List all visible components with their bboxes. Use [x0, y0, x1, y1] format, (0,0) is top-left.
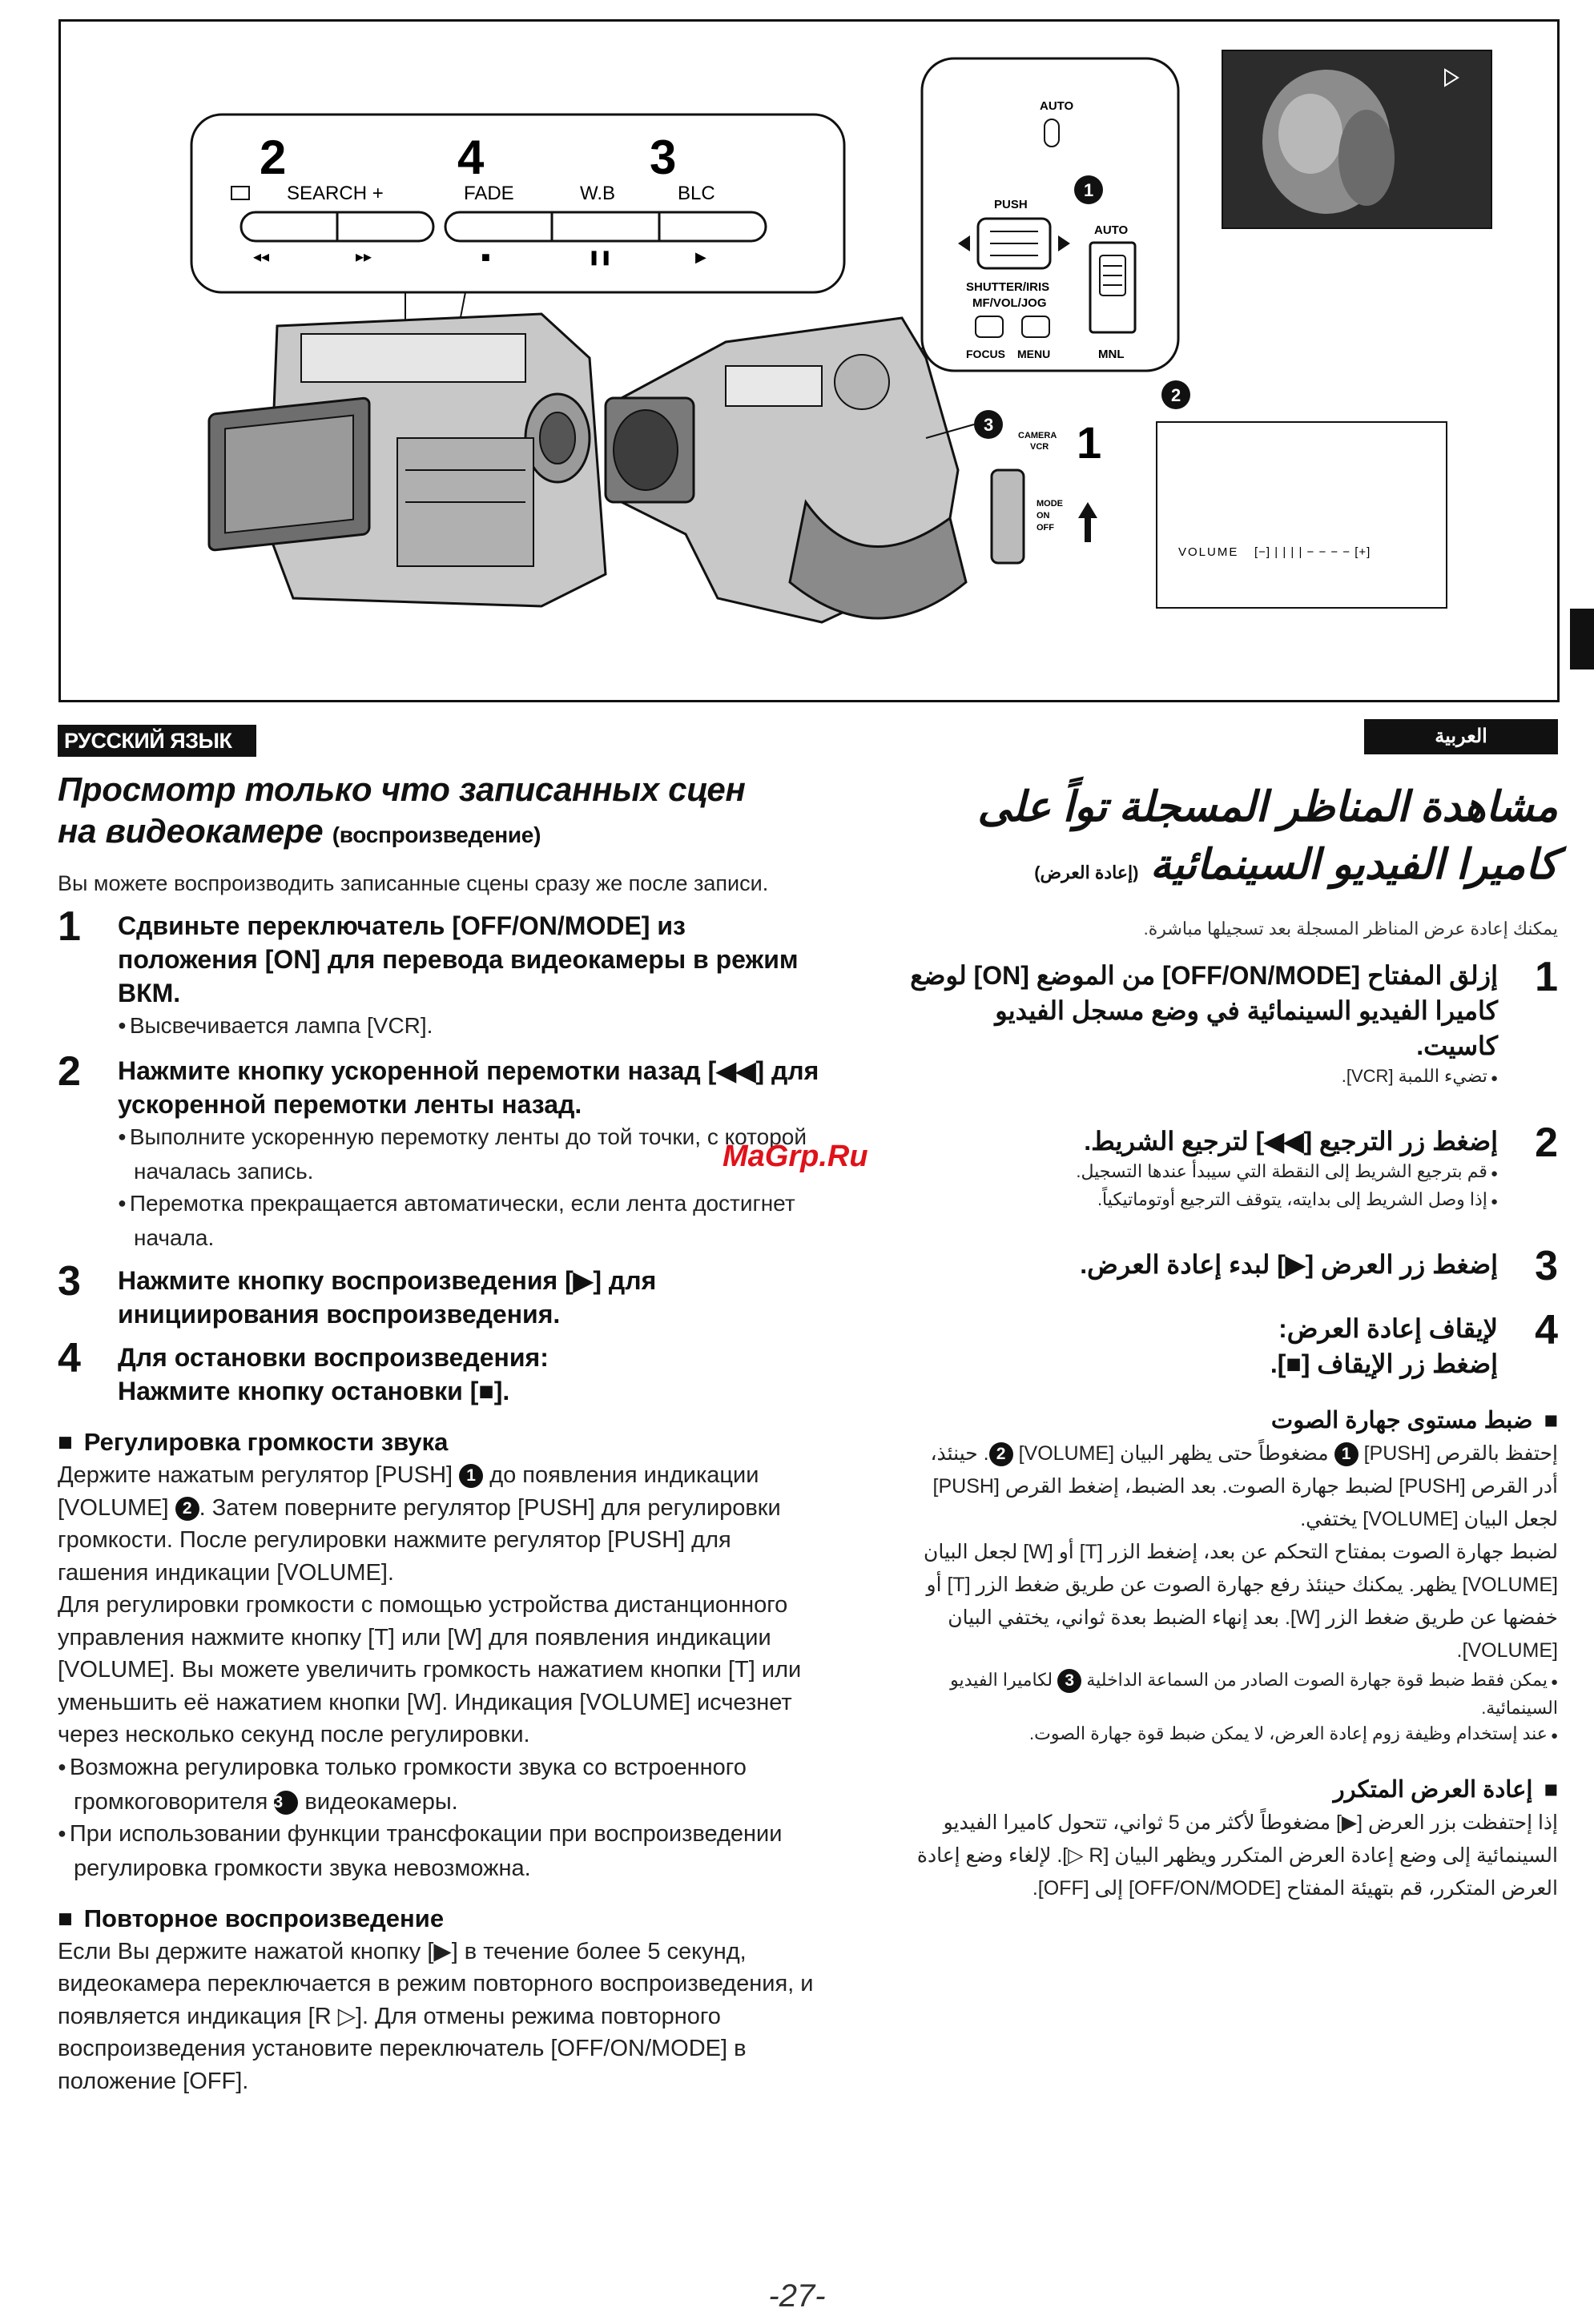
play-symbol: ▶ — [695, 249, 706, 265]
callout-number-4: 4 — [457, 131, 485, 184]
step-marker-1: 1 — [1077, 417, 1102, 468]
russian-language-badge: РУССКИЙ ЯЗЫК — [58, 725, 256, 757]
svg-text:2: 2 — [1171, 385, 1181, 405]
ru-repeat-heading: ■ Повторное воспроизведение — [58, 1902, 827, 1936]
ar-page-title: مشاهدة المناظر المسجلة تواً على كاميرا الفيديو السينمائية (إعادة العرض) — [977, 784, 1558, 888]
focus-label: FOCUS — [966, 348, 1005, 360]
ru-step-1: 1 Сдвиньте переключатель [OFF/ON/MODE] из положения [ON] для перевода видеокамеры в режим ВКМ. ● Высвечивается лампа [VCR]. — [58, 909, 827, 1044]
volume-label: VOLUME — [1178, 545, 1239, 559]
mode-label: MODE — [1037, 499, 1063, 509]
rewind-symbol: ◂◂ — [253, 248, 270, 266]
ar-step-3: 3 إضغط زر العرض [▶] لبدء إعادة العرض. — [1080, 1243, 1558, 1289]
ar-step-1: 1 إزلق المفتاح [OFF/ON/MODE] من الموضع [ON] لوضع كاميرا الفيديو السينمائية في وضع مسجل الفيديو كاسيت. ● تضيء اللمبة [VCR]. — [909, 958, 1558, 1092]
ar-volume-text: إحتفظ بالقرص [PUSH] 1 مضغوطاً حتى يظهر البيان [VOLUME] 2. حينئذ، أدر القرص [PUSH] لضبط جهارة الصوت. بعد الضبط، إضغط القرص [PUSH] لجعل البيان [VOLUME] يختفي. لضبط جهارة الصوت بمفتاح التحكم عن بعد، إضغط الزر [T] أو [W] لجعل البيان [VOLUME] يظهر. يمكنك حينئذ رفع جهارة الصوت عن طريق ضغط الزر [T] أو خفضها عن طريق ضغط الزر [W]. بعد إنهاء الضبط بعدة ثواني، يختفي البيان [VOLUME]. — [923, 1442, 1558, 1662]
callout-number-2: 2 — [260, 131, 287, 184]
fastforward-symbol: ▸▸ — [356, 248, 372, 266]
camcorder-left-view — [209, 314, 606, 606]
auto-top-label: AUTO — [1040, 99, 1074, 113]
ar-volume-note-1: ● يمكن فقط ضبط قوة جهارة الصوت الصادر من السماعة الداخلية 3 لكاميرا الفيديو السينمائية. — [909, 1667, 1558, 1721]
ru-step-3: 3 Нажмите кнопку воспроизведения [▶] для инициирования воспроизведения. — [58, 1258, 657, 1329]
page-number: -27- — [768, 2278, 826, 2314]
watermark: MaGrp.Ru — [723, 1140, 868, 1173]
up-arrow-icon — [1078, 502, 1097, 542]
pause-symbol: ❚❚ — [588, 249, 613, 265]
ru-step-4: 4 Для остановки воспроизведения: Нажмите кнопку остановки [■]. — [58, 1335, 549, 1405]
ru-step-2: 2 Нажмите кнопку ускоренной перемотки назад [◀◀] для ускоренной перемотки ленты назад. ● Выполните ускоренную перемотку ленты до той точки, с которой началась запись. ● Перемотка прекращается автоматически, если лента достигнет начала. — [58, 1054, 827, 1254]
ar-volume-heading: ■ ضبط مستوى جهارة الصوت — [909, 1404, 1558, 1437]
volume-scale: [−] | | | | − − − − [+] — [1254, 545, 1371, 559]
ru-volume-note-1: ● Возможна регулировка только громкости звука со встроенного громкоговорителя 3 видеокамеры. — [58, 1751, 827, 1818]
ru-volume-note-2: ● При использовании функции трансфокации при воспроизведении регулировка громкости звука невозможна. — [58, 1818, 827, 1884]
ru-intro: Вы можете воспроизводить записанные сцены сразу же после записи. — [58, 871, 769, 895]
ru-volume-text: Держите нажатым регулятор [PUSH] 1 до появления индикации [VOLUME] 2 . Затем поверните регулятор [PUSH] для регулировки громкости. После регулировки нажмите регулятор [PUSH] для гашения индикации [VOLUME]. Для регулировки громкости с помощью устройства дистанционного управления нажмите кнопку [T] или [W] для появления индикации [VOLUME]. Вы можете увеличить громкость нажатием кнопки [T] или уменьшить её нажатием кнопки [W]. Индикация [VOLUME] исчезнет через несколько секунд после регулировки. — [58, 1462, 802, 1747]
ar-repeat-heading: ■ إعادة العرض المتكرر — [909, 1773, 1558, 1807]
mnl-label: MNL — [1098, 348, 1125, 361]
on-label: ON — [1037, 511, 1050, 521]
svg-text:1: 1 — [1084, 180, 1094, 200]
illustration-frame — [58, 19, 1560, 702]
camera-label: CAMERA — [1018, 431, 1057, 440]
ru-page-title: Просмотр только что записанных сцен на видеокамере (воспроизведение) — [58, 770, 746, 850]
ar-volume-note-2: ● عند إستخدام وظيفة زوم إعادة العرض، لا يمكن ضبط قوة جهارة الصوت. — [909, 1721, 1558, 1749]
menu-label: MENU — [1017, 348, 1051, 360]
callout-number-3: 3 — [650, 131, 677, 184]
camcorder-right-view — [606, 318, 966, 622]
off-on-mode-switch — [992, 470, 1024, 563]
svg-text:3: 3 — [984, 415, 994, 435]
ar-repeat-text: إذا إحتفظت بزر العرض [▶] مضغوطاً لأكثر من 5 ثواني، تتحول كاميرا الفيديو السينمائية إلى وضع إعادة العرض المتكرر ويظهر البيان [R ▷]. لإلغاء وضع إعادة العرض المتكرر، قم بتهيئة المفتاح [OFF/ON/MODE] إلى [OFF]. — [916, 1811, 1558, 1900]
wb-label: W.B — [580, 183, 616, 204]
stop-symbol: ■ — [481, 249, 490, 265]
camcorder-illustration — [61, 22, 1557, 700]
auto-switch-label: AUTO — [1094, 223, 1129, 237]
ar-step-2: 2 إضغط زر الترجيع [◀◀] لترجيع الشريط. ● قم بترجيع الشريط إلى النقطة التي سيبدأ عندها التسجيل. ● إذا وصل الشريط إلى بدايته، يتوقف الترجيع أوتوماتيكياً. — [909, 1124, 1558, 1215]
russian-column — [58, 769, 827, 2097]
fade-label: FADE — [464, 183, 514, 204]
off-label: OFF — [1037, 523, 1054, 533]
shutter-iris-label: SHUTTER/IRIS — [966, 280, 1050, 294]
ar-step-4: 4 لإيقاف إعادة العرض: إضغط زر الإيقاف [■]. — [1270, 1307, 1558, 1378]
search-label: SEARCH + — [287, 183, 384, 204]
arabic-column — [909, 778, 1558, 1905]
vcr-label: VCR — [1030, 442, 1049, 452]
mf-vol-jog-label: MF/VOL/JOG — [972, 296, 1047, 310]
arabic-language-badge: العربية — [1364, 719, 1558, 754]
ru-volume-heading: ■ Регулировка громкости звука — [58, 1425, 827, 1459]
ru-repeat-text: Если Вы держите нажатой кнопку [▶] в течение более 5 секунд, видеокамера переключается в режим повторного воспроизведения, и появляется индикация [R ▷]. Для отмены режима повторного воспроизведения установите переключатель [OFF/ON/MODE] в положение [OFF]. — [58, 1938, 814, 2094]
ar-intro: يمكنك إعادة عرض المناظر المسجلة بعد تسجيلها مباشرة. — [1143, 919, 1558, 939]
blc-label: BLC — [678, 183, 715, 204]
push-label: PUSH — [994, 198, 1028, 211]
section-tab-marker — [1570, 609, 1594, 669]
fade-wb-blc-rocker — [445, 212, 766, 241]
volume-screen — [1157, 422, 1447, 608]
